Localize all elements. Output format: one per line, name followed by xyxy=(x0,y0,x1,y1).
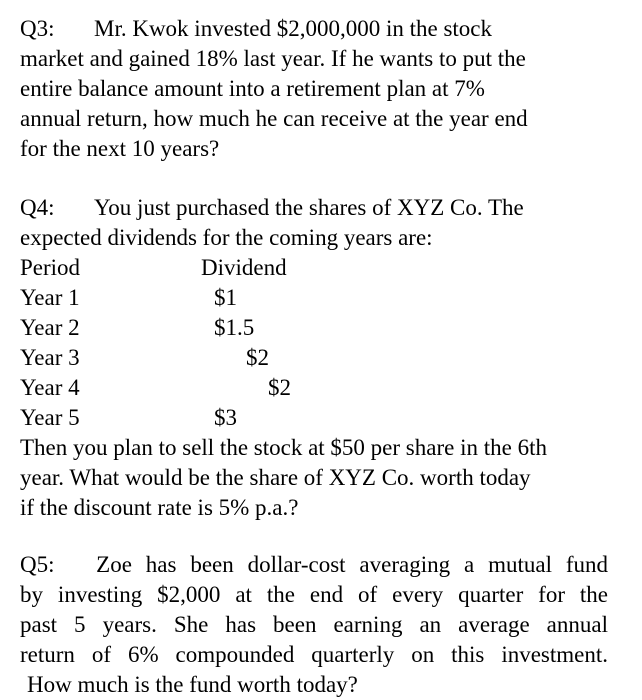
dividend-header: Dividend xyxy=(201,255,287,280)
question-q5 xyxy=(20,550,620,700)
dividend-table-header xyxy=(20,253,620,283)
q4-line-2: expected dividends for the coming years are: xyxy=(20,225,433,250)
q4-after-line-1: Then you plan to sell the stock at $50 per share in the 6th xyxy=(20,435,547,460)
period-cell: Year 3 xyxy=(20,345,80,370)
q4-after-line-2: year. What would be the share of XYZ Co. worth today xyxy=(20,465,531,490)
q3-line-2: market and gained 18% last year. If he wants to put the xyxy=(20,46,526,71)
q3-number: Q3: xyxy=(20,16,55,41)
q5-line-3: past 5 years. She has been earning an average annual xyxy=(20,612,608,637)
dividend-cell: $2 xyxy=(268,375,291,400)
period-header: Period xyxy=(20,255,81,280)
table-row xyxy=(20,343,620,373)
q5-number: Q5: xyxy=(20,552,55,577)
q3-line-1 xyxy=(20,14,492,44)
period-cell: Year 2 xyxy=(20,315,80,340)
dividend-cell: $1 xyxy=(214,285,237,310)
period-cell: Year 4 xyxy=(20,375,80,400)
q3-line-4: annual return, how much he can receive at the year end xyxy=(20,106,528,131)
period-cell: Year 5 xyxy=(20,405,80,430)
dividend-cell: $2 xyxy=(246,345,269,370)
question-q4 xyxy=(20,193,620,523)
table-row xyxy=(20,373,620,403)
dividend-cell: $1.5 xyxy=(214,315,255,340)
q3-text-1: Mr. Kwok invested $2,000,000 in the stock xyxy=(94,16,492,41)
q4-after-line-3: if the discount rate is 5% p.a.? xyxy=(20,495,299,520)
table-row xyxy=(20,313,620,343)
table-row xyxy=(20,283,620,313)
q5-line-1 xyxy=(20,550,608,580)
q5-line-2: by investing $2,000 at the end of every quarter for the xyxy=(20,582,608,607)
q4-line-1 xyxy=(20,193,524,223)
table-row xyxy=(20,403,620,433)
q4-number: Q4: xyxy=(20,195,55,220)
q3-line-3: entire balance amount into a retirement plan at 7% xyxy=(20,76,485,101)
q5-line-4: return of 6% compounded quarterly on this investment. xyxy=(20,642,608,667)
q4-text-1: You just purchased the shares of XYZ Co. The xyxy=(94,195,524,220)
q5-text-1: Zoe has been dollar-cost averaging a mutual fund xyxy=(96,552,608,577)
q5-line-5: How much is the fund worth today? xyxy=(27,672,358,697)
dividend-cell: $3 xyxy=(214,405,237,430)
period-cell: Year 1 xyxy=(20,285,80,310)
q3-line-5: for the next 10 years? xyxy=(20,136,220,161)
question-q3 xyxy=(20,14,620,164)
